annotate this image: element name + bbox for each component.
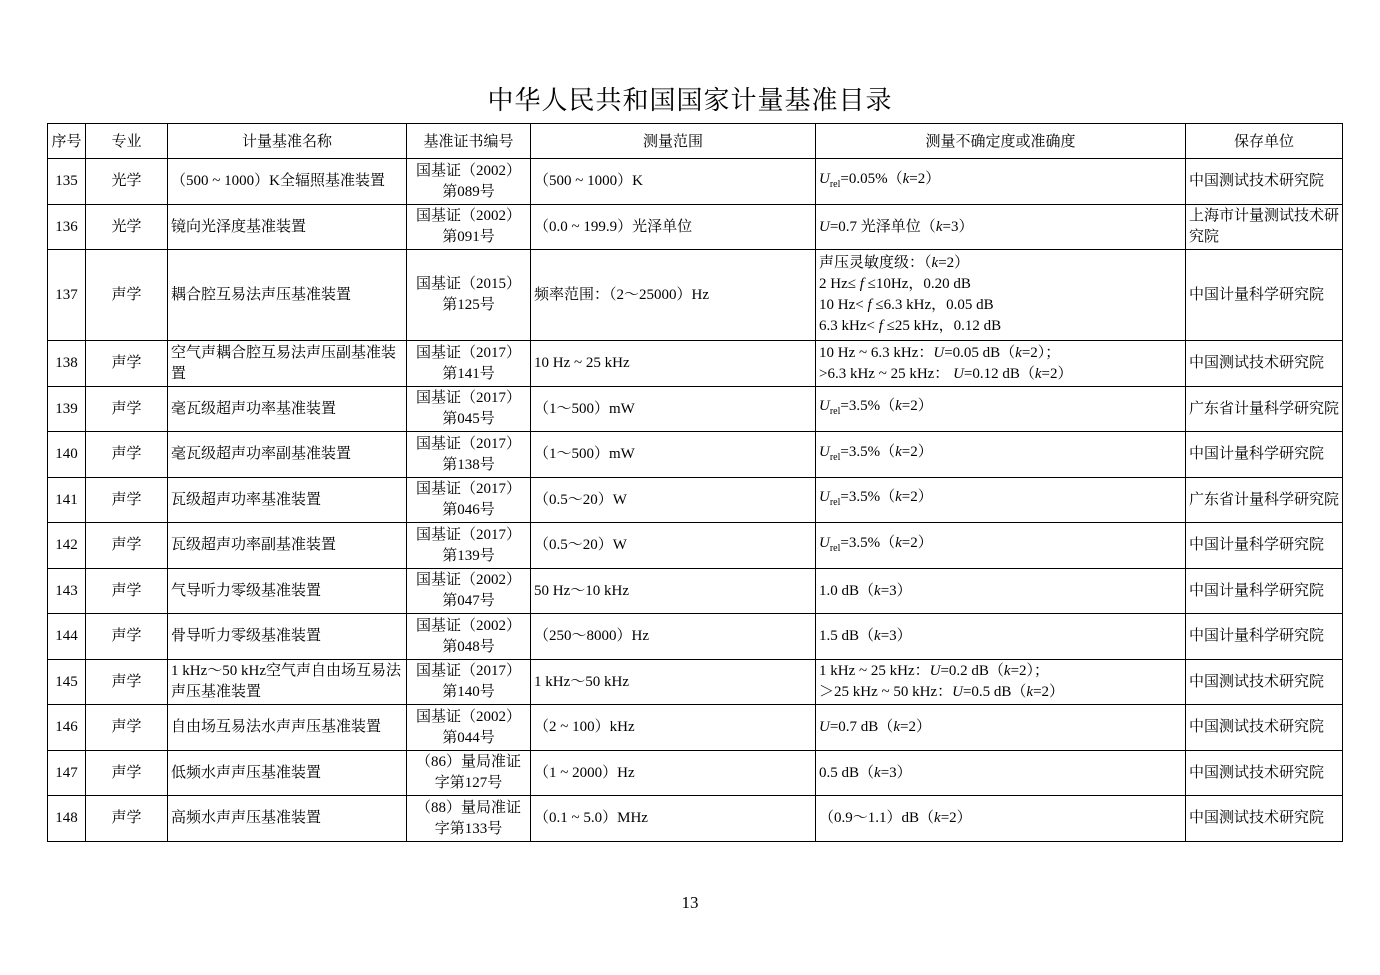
standards-table: [47, 123, 1343, 842]
cell-no: 136: [48, 205, 86, 250]
cell-range: （2 ~ 100）kHz: [531, 705, 816, 751]
cell-uncertainty: [816, 387, 1186, 432]
uncertainty-line: $U_{rel}=3.5\%(k=2)$: [819, 534, 933, 554]
col-header-range: 测量范围: [531, 124, 816, 159]
cell-field: 声学: [86, 250, 168, 341]
cell-name: 高频水声声压基准装置: [168, 796, 407, 842]
table-row: [48, 341, 1343, 387]
uncertainty-line: ＞25 kHz ~ 50 kHz：U=0.5 dB（k=2）: [819, 684, 1065, 700]
cell-unit: 中国测试技术研究院: [1186, 705, 1343, 751]
table-row: [48, 523, 1343, 569]
table-row: [48, 705, 1343, 751]
cell-cert: [407, 751, 531, 796]
cell-no: 147: [48, 751, 86, 796]
cell-uncertainty: [816, 796, 1186, 842]
cell-range: （1～500）mW: [531, 387, 816, 432]
cell-no: 140: [48, 432, 86, 478]
cell-cert: [407, 705, 531, 751]
page-number: 13: [681, 893, 699, 912]
cert-line: 国基证（2017）: [415, 344, 521, 361]
cell-range: 10 Hz ~ 25 kHz: [531, 341, 816, 387]
uncertainty-line: 1.0 dB（k=3）: [819, 582, 912, 599]
uncertainty-line: $U_{rel}=3.5\%(k=2)$: [819, 398, 933, 417]
cert-line: 国基证（2017）: [415, 435, 521, 452]
cell-uncertainty: [816, 432, 1186, 478]
cell-uncertainty: [816, 205, 1186, 250]
cell-name: 空气声耦合腔互易法声压副基准装置: [168, 341, 407, 387]
cert-line: 第141号: [442, 365, 495, 382]
cell-cert: [407, 205, 531, 250]
table-row: [48, 614, 1343, 660]
cell-name: 自由场互易法水声声压基准装置: [168, 705, 407, 751]
cell-field: 光学: [86, 205, 168, 250]
cell-uncertainty: [816, 159, 1186, 205]
cell-no: 142: [48, 523, 86, 569]
cert-line: （88）量局准证: [415, 799, 521, 816]
cell-uncertainty: [816, 569, 1186, 614]
cell-unit: 上海市计量测试技术研究院: [1186, 205, 1343, 250]
uncertainty-line: 1.5 dB（k=3）: [819, 628, 912, 644]
col-header-name: 计量基准名称: [168, 124, 407, 159]
cert-line: 第140号: [442, 684, 495, 700]
cell-range: （250～8000）Hz: [531, 614, 816, 660]
cell-no: 141: [48, 478, 86, 523]
cell-cert: [407, 796, 531, 842]
cell-cert: [407, 478, 531, 523]
cell-field: 声学: [86, 614, 168, 660]
cell-cert: [407, 250, 531, 341]
cell-uncertainty: [816, 614, 1186, 660]
cert-line: 第048号: [442, 638, 495, 655]
cell-range: （1～500）mW: [531, 432, 816, 478]
col-header-uncertainty: 测量不确定度或准确度: [816, 124, 1186, 159]
cell-uncertainty: [816, 478, 1186, 523]
uncertainty-line: $U_{rel}=3.5\%(k=2)$: [819, 443, 933, 463]
cert-line: 国基证（2002）: [415, 162, 521, 179]
cell-range: （1 ~ 2000）Hz: [531, 751, 816, 796]
table-row: [48, 478, 1343, 523]
cell-field: 声学: [86, 569, 168, 614]
cert-line: 第044号: [442, 729, 495, 746]
cell-cert: [407, 523, 531, 569]
cell-uncertainty: [816, 341, 1186, 387]
uncertainty-line: U=0.7 光泽单位（k=3）: [819, 218, 974, 235]
cert-line: 字第133号: [434, 820, 503, 837]
cell-name: （500 ~ 1000）K全辐照基准装置: [168, 159, 407, 205]
cell-no: 138: [48, 341, 86, 387]
cert-line: 第125号: [442, 297, 495, 313]
cell-range: （0.0 ~ 199.9）光泽单位: [531, 205, 816, 250]
page-title: 中华人民共和国国家计量基准目录: [487, 86, 893, 116]
cell-cert: [407, 614, 531, 660]
uncertainty-line: 6.3 kHz< f ≤25 kHz，0.12 dB: [819, 318, 1002, 334]
cell-name: 瓦级超声功率副基准装置: [168, 523, 407, 569]
cell-unit: 中国测试技术研究院: [1186, 660, 1343, 705]
cell-uncertainty: [816, 250, 1186, 341]
cert-line: 国基证（2017）: [415, 663, 521, 679]
cell-uncertainty: [816, 705, 1186, 751]
cell-uncertainty: [816, 751, 1186, 796]
cell-cert: [407, 159, 531, 205]
uncertainty-line: >6.3 kHz ~ 25 kHz： U=0.12 dB（k=2）: [819, 365, 1073, 382]
cell-name: 镜向光泽度基准装置: [168, 205, 407, 250]
table-row: [48, 569, 1343, 614]
uncertainty-line: U=0.7 dB（k=2）: [819, 719, 931, 735]
cell-no: 144: [48, 614, 86, 660]
cell-name: 耦合腔互易法声压基准装置: [168, 250, 407, 341]
cell-cert: [407, 660, 531, 705]
uncertainty-line: $U_{rel}=0.05\%(k=2)$: [819, 170, 941, 190]
cert-line: 第139号: [442, 547, 495, 564]
cert-line: 字第127号: [434, 775, 503, 791]
cert-line: 国基证（2002）: [415, 708, 521, 725]
table-row: [48, 387, 1343, 432]
cell-name: 毫瓦级超声功率基准装置: [168, 387, 407, 432]
cell-field: 声学: [86, 478, 168, 523]
table-row: [48, 432, 1343, 478]
cell-no: 145: [48, 660, 86, 705]
table-row: [48, 660, 1343, 705]
cell-range: 1 kHz～50 kHz: [531, 660, 816, 705]
cell-field: 声学: [86, 705, 168, 751]
cell-name: 毫瓦级超声功率副基准装置: [168, 432, 407, 478]
col-header-field: 专业: [86, 124, 168, 159]
cert-line: 国基证（2015）: [415, 276, 521, 292]
cell-range: （500 ~ 1000）K: [531, 159, 816, 205]
cell-unit: 中国计量科学研究院: [1186, 432, 1343, 478]
cert-line: （86）量局准证: [415, 754, 521, 770]
cell-range: 50 Hz～10 kHz: [531, 569, 816, 614]
cell-cert: [407, 432, 531, 478]
cell-unit: 广东省计量科学研究院: [1186, 387, 1343, 432]
cert-line: 国基证（2017）: [415, 526, 521, 543]
cell-unit: 中国测试技术研究院: [1186, 159, 1343, 205]
cell-name: 瓦级超声功率基准装置: [168, 478, 407, 523]
cert-line: 国基证（2017）: [415, 481, 521, 497]
cell-field: 光学: [86, 159, 168, 205]
cert-line: 国基证（2017）: [415, 390, 521, 406]
cell-field: 声学: [86, 796, 168, 842]
table-body: [48, 159, 1343, 842]
cell-field: 声学: [86, 432, 168, 478]
cell-field: 声学: [86, 523, 168, 569]
cert-line: 第138号: [442, 456, 495, 473]
cell-uncertainty: [816, 660, 1186, 705]
cert-line: 第091号: [442, 229, 495, 245]
cell-no: 148: [48, 796, 86, 842]
col-header-unit: 保存单位: [1186, 124, 1343, 159]
cell-unit: 中国计量科学研究院: [1186, 614, 1343, 660]
cell-uncertainty: [816, 523, 1186, 569]
cell-no: 146: [48, 705, 86, 751]
uncertainty-line: 10 Hz ~ 6.3 kHz：U=0.05 dB（k=2）；: [819, 344, 1061, 361]
cell-field: 声学: [86, 341, 168, 387]
cert-line: 国基证（2002）: [415, 208, 521, 224]
cell-no: 135: [48, 159, 86, 205]
cell-unit: 中国计量科学研究院: [1186, 250, 1343, 341]
cell-field: 声学: [86, 387, 168, 432]
table-row: [48, 205, 1343, 250]
cell-name: 1 kHz～50 kHz空气声自由场互易法声压基准装置: [168, 660, 407, 705]
uncertainty-line: 1 kHz ~ 25 kHz：U=0.2 dB（k=2）；: [819, 663, 1050, 679]
cell-unit: 中国测试技术研究院: [1186, 341, 1343, 387]
col-header-no: 序号: [48, 124, 86, 159]
cell-name: 低频水声声压基准装置: [168, 751, 407, 796]
uncertainty-line: （0.9～1.1）dB（k=2）: [819, 810, 972, 826]
cert-line: 第047号: [442, 593, 495, 609]
cell-cert: [407, 341, 531, 387]
col-header-cert: 基准证书编号: [407, 124, 531, 159]
cell-no: 137: [48, 250, 86, 341]
table-row: [48, 751, 1343, 796]
cell-unit: 广东省计量科学研究院: [1186, 478, 1343, 523]
cell-range: 频率范围：（2～25000）Hz: [531, 250, 816, 341]
cell-unit: 中国测试技术研究院: [1186, 796, 1343, 842]
uncertainty-line: 声压灵敏度级：（k=2）: [819, 255, 970, 271]
cell-field: 声学: [86, 660, 168, 705]
cell-cert: [407, 387, 531, 432]
uncertainty-line: 10 Hz< f ≤6.3 kHz，0.05 dB: [819, 297, 994, 313]
uncertainty-line: $U_{rel}=3.5\%(k=2)$: [819, 489, 933, 508]
cell-unit: 中国计量科学研究院: [1186, 523, 1343, 569]
cell-cert: [407, 569, 531, 614]
cell-range: （0.5～20）W: [531, 523, 816, 569]
table-header-row: [48, 124, 1343, 159]
cell-field: 声学: [86, 751, 168, 796]
cert-line: 第046号: [442, 502, 495, 518]
cell-no: 139: [48, 387, 86, 432]
cert-line: 国基证（2002）: [415, 617, 521, 634]
cell-name: 骨导听力零级基准装置: [168, 614, 407, 660]
uncertainty-line: 0.5 dB（k=3）: [819, 764, 912, 781]
cell-unit: 中国计量科学研究院: [1186, 569, 1343, 614]
table-row: [48, 250, 1343, 341]
cell-range: （0.5～20）W: [531, 478, 816, 523]
cert-line: 第045号: [442, 411, 495, 427]
cert-line: 国基证（2002）: [415, 572, 521, 588]
cell-unit: 中国测试技术研究院: [1186, 751, 1343, 796]
table-row: [48, 159, 1343, 205]
cell-name: 气导听力零级基准装置: [168, 569, 407, 614]
cell-range: （0.1 ~ 5.0）MHz: [531, 796, 816, 842]
cell-no: 143: [48, 569, 86, 614]
uncertainty-line: 2 Hz≤ f ≤10Hz，0.20 dB: [819, 276, 971, 292]
table-row: [48, 796, 1343, 842]
cert-line: 第089号: [442, 183, 495, 200]
